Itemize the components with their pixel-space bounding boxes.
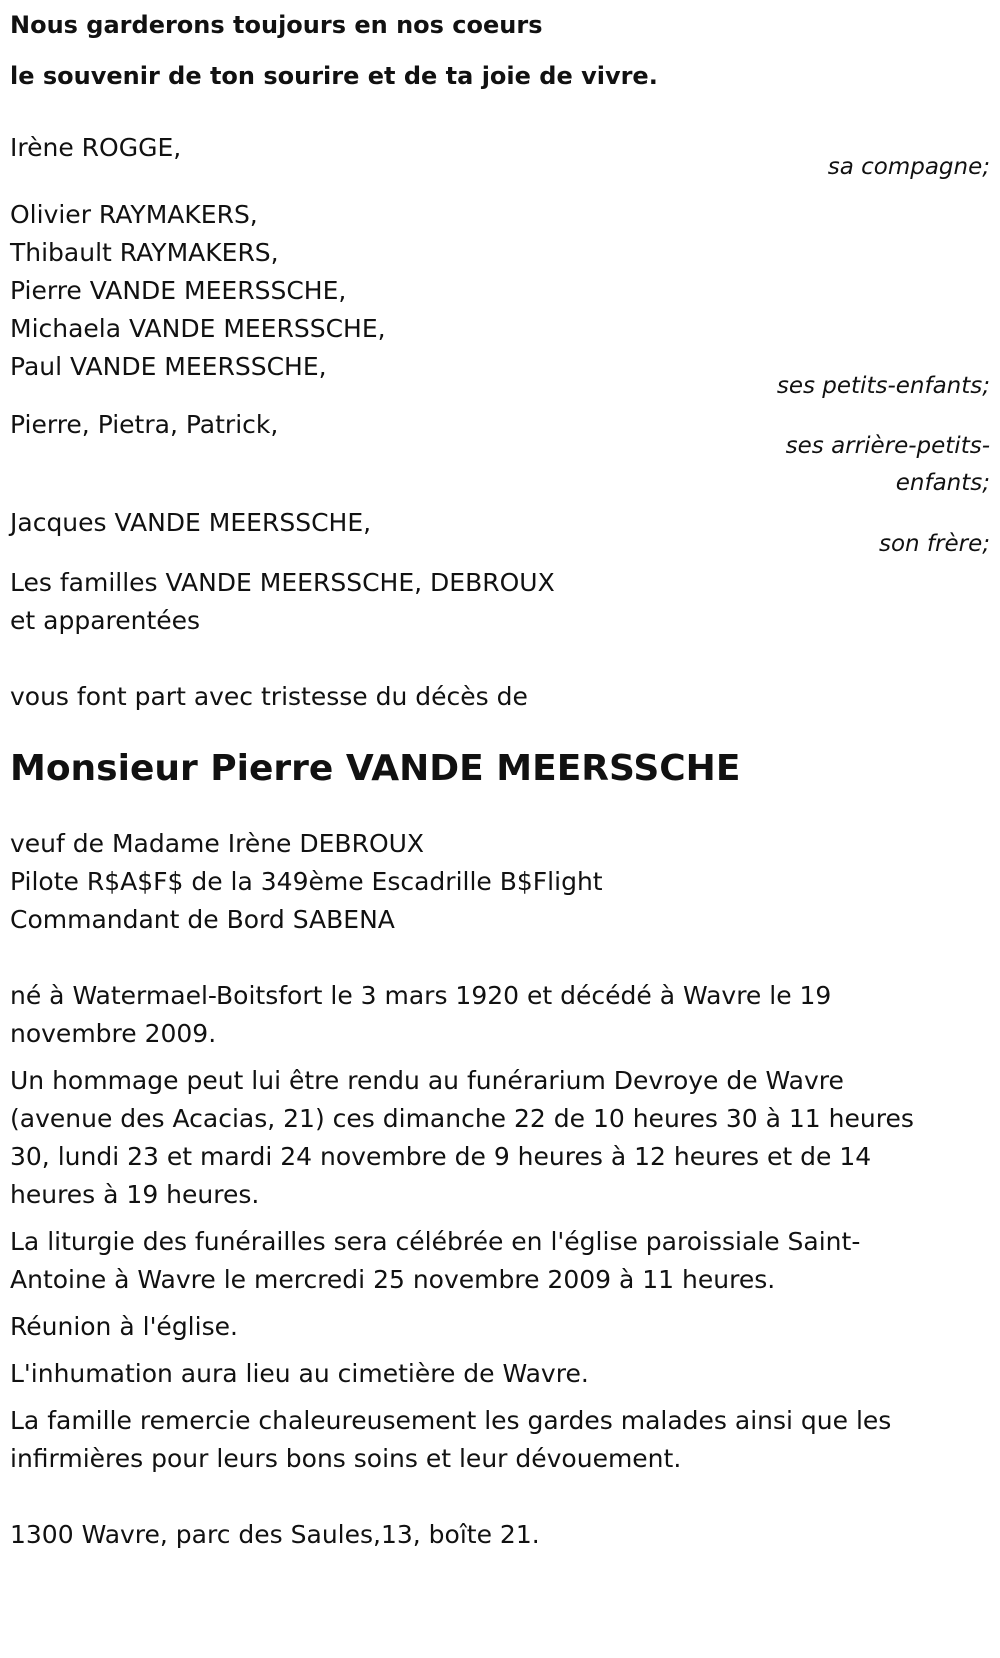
deceased-details [10,825,990,939]
details-line-3: Commandant de Bord SABENA [10,905,395,934]
opening-verse [10,0,990,102]
address: 1300 Wavre, parc des Saules,13, boîte 21. [10,1520,540,1549]
announcement-text: vous font part avec tristesse du décès de [10,682,528,711]
meeting-paragraph: Réunion à l'église. [10,1312,238,1341]
great-grandchildren-role-line-1: ses arrière-petits- [785,433,990,459]
families-line-1: Les familles VANDE MEERSSCHE, DEBROUX [10,568,555,597]
tribute-paragraph: Un hommage peut lui être rendu au funérarium Devroye de Wavre (avenue des Acacias, 21) ces dimanche 22 de 10 heures 30 à 11 heures 30, lundi 23 et mardi 24 novembre de 9 heures à 12 heures et de 14 heures à 19 heures. [10,1066,914,1209]
families-line-2: et apparentées [10,606,201,635]
details-line-1: veuf de Madame Irène DEBROUX [10,829,425,858]
details-line-2: Pilote R$A$F$ de la 349ème Escadrille B$Flight [10,867,603,896]
companion-name: Irène ROGGE, [10,133,182,162]
birth-death-paragraph: né à Watermael-Boitsfort le 3 mars 1920 et décédé à Wavre le 19 novembre 2009. [10,981,832,1048]
family-brother [10,504,990,564]
grandchild-name: Paul VANDE MEERSSCHE, [10,352,327,381]
grandchild-name: Pierre VANDE MEERSSCHE, [10,276,347,305]
family-great-grandchildren [10,406,990,504]
verse-line-2: le souvenir de ton sourire et de ta joie de vivre. [10,62,658,90]
brother-role: son frère; [878,531,990,557]
verse-line-1: Nous garderons toujours en nos coeurs [10,11,543,39]
thanks-paragraph: La famille remercie chaleureusement les gardes malades ainsi que les infirmières pour leurs bons soins et leur dévouement. [10,1406,892,1473]
burial-paragraph: L'inhumation aura lieu au cimetière de Wavre. [10,1359,589,1388]
grandchild-name: Michaela VANDE MEERSSCHE, [10,314,386,343]
great-grandchildren-names: Pierre, Pietra, Patrick, [10,410,279,439]
great-grandchildren-role-line-2: enfants; [895,470,990,496]
grandchild-name: Thibault RAYMAKERS, [10,238,279,267]
companion-role: sa compagne; [827,154,990,180]
family-grandchildren [10,196,990,406]
grandchild-name: Olivier RAYMAKERS, [10,200,258,229]
liturgy-paragraph: La liturgie des funérailles sera célébrée en l'église paroissiale Saint-Antoine à Wavre le mercredi 25 novembre 2009 à 11 heures. [10,1227,861,1294]
family-relatives [10,564,990,640]
great-grandchildren-role [786,428,990,502]
grandchildren-role: ses petits-enfants; [776,373,990,399]
family-companion [10,129,990,187]
deceased-name: Monsieur Pierre VANDE MEERSSCHE [10,748,741,789]
brother-name: Jacques VANDE MEERSSCHE, [10,508,372,537]
